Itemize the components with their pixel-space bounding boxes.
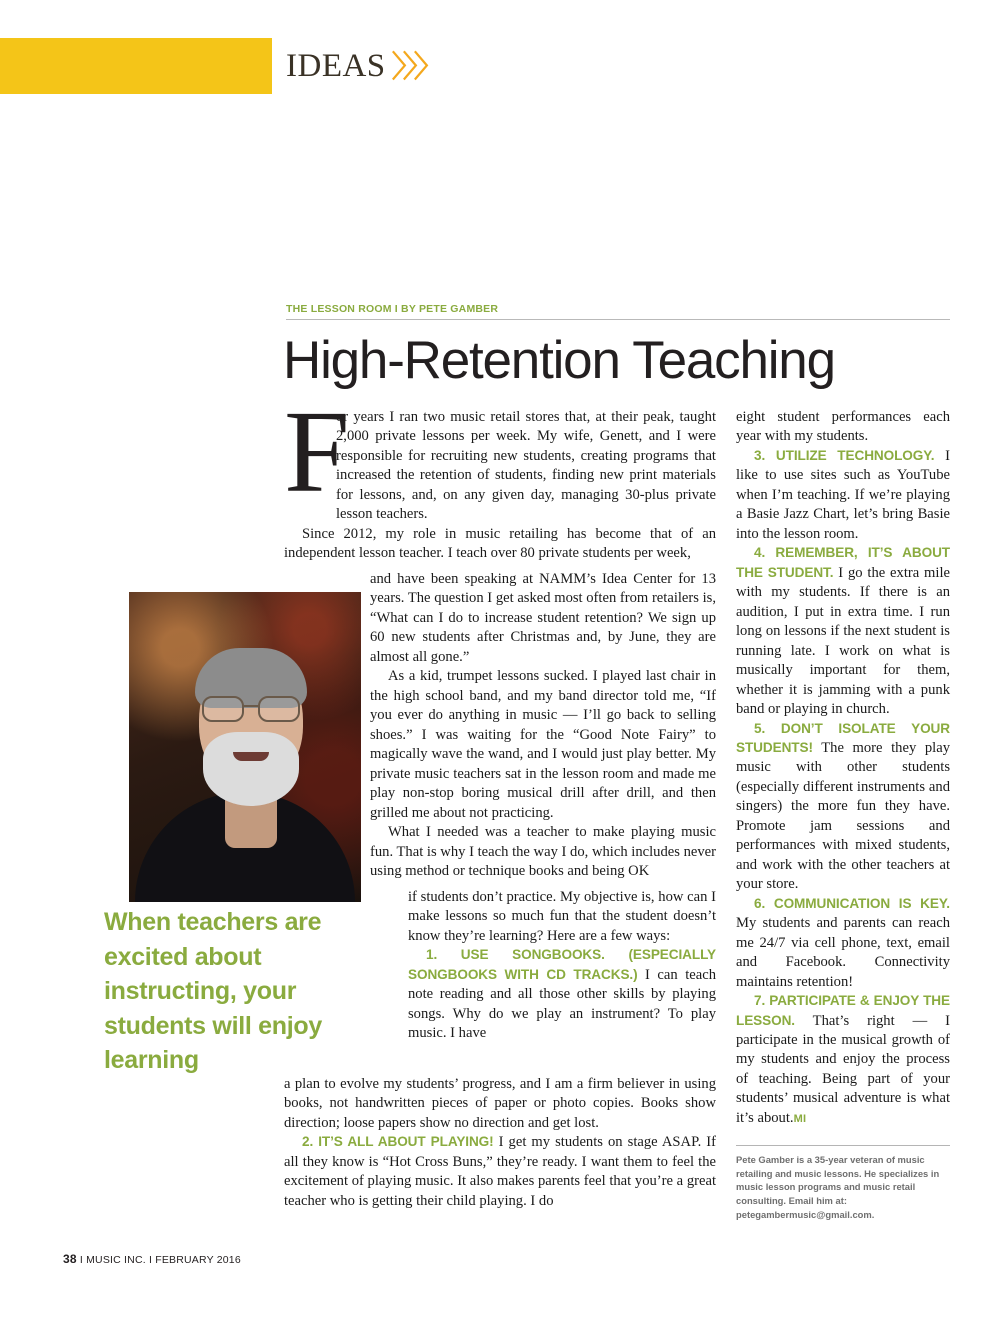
tip-6-lead: 6. COMMUNICATION IS KEY. bbox=[754, 895, 950, 911]
body-column-one-bottom bbox=[284, 1075, 716, 1211]
glasses-icon bbox=[201, 696, 301, 718]
column-two-continued: eight student performances each year with my students. bbox=[736, 409, 950, 445]
page-footer bbox=[63, 1252, 241, 1266]
author-bio: Pete Gamber is a 35-year veteran of music retailing and music lessons. He specializes in music lesson programs and music retail consulting. Email him at: petegambermusic@gmail.com. bbox=[736, 1154, 940, 1220]
bio-divider bbox=[736, 1145, 950, 1146]
tip-3-text: I like to use sites such as YouTube when I’m teaching. If we’re playing a Basie Jazz Chart, let’s bring Basie into the lesson room. bbox=[736, 447, 950, 542]
tip-1-text: I can teach note reading and all those other skills by playing songs. Why do we play an instrument? To play music. I have bbox=[408, 966, 716, 1042]
department-label: THE LESSON ROOM I bbox=[286, 303, 398, 315]
tip-7 bbox=[736, 992, 950, 1128]
publication-info: I MUSIC INC. I FEBRUARY 2016 bbox=[79, 1254, 241, 1266]
paragraph-5: What I needed was a teacher to make playing music fun. That is why I teach the way I do, which includes never using method or technique books and being OK bbox=[370, 824, 716, 880]
tip-7-text: That’s right — I participate in the musical growth of my students and enjoy the process of teaching. Being part of your students’ musical adventure is what it’s about. bbox=[736, 1012, 950, 1126]
tip-6-text: My students and parents can reach me 24/7 via cell phone, text, email and Facebook. Connectivity maintains retention! bbox=[736, 915, 950, 990]
author-portrait bbox=[129, 592, 361, 902]
glasses-right-lens bbox=[258, 696, 300, 722]
paragraph-4: As a kid, trumpet lessons sucked. I played last chair in the high school band, and my band director told me, “If you ever do anything in music — I’ll go back to selling shoes.” I was waiting for the “Good Note Fairy” to magically wave the wand, and I would just play better. My private music teachers sat in the lesson room and made me play non-stop boring musical drill after drill, and then grilled me about not practicing. bbox=[370, 668, 716, 821]
chevron-right-icon: 〉〉〉 bbox=[391, 50, 440, 84]
body-column-two bbox=[736, 408, 950, 1128]
tip-3 bbox=[736, 447, 950, 544]
tip-1-lead: 1. USE SONGBOOKS. (ESPECIALLY SONGBOOKS WITH CD TRACKS.) bbox=[408, 947, 716, 982]
tip-5-text: The more they play music with other students (especially different instruments and singers) the more fun they have. Promote jam sessions and performances with mixed students, and work with the other teachers at your store. bbox=[736, 739, 950, 893]
paragraph-2: Since 2012, my role in music retailing has become that of an independent lesson teacher. I teach over 80 private students per week, bbox=[284, 525, 716, 562]
tip-1 bbox=[408, 946, 716, 1043]
tip-5 bbox=[736, 720, 950, 895]
tip-2-lead: 2. IT’S ALL ABOUT PLAYING! bbox=[302, 1134, 494, 1150]
kicker-divider bbox=[286, 319, 950, 320]
tip-4 bbox=[736, 544, 950, 719]
page-title: High-Retention Teaching bbox=[283, 331, 835, 390]
article-kicker bbox=[286, 303, 498, 315]
tip-3-lead: 3. UTILIZE TECHNOLOGY. bbox=[754, 447, 935, 463]
tip-6 bbox=[736, 895, 950, 992]
glasses-left-lens bbox=[202, 696, 244, 722]
page-number: 38 bbox=[63, 1252, 77, 1266]
paragraph-6: if students don’t practice. My objective is, how can I make lessons so much fun that the student doesn’t know they’re learning? Here are a few ways: bbox=[408, 889, 716, 944]
section-label: IDEAS bbox=[286, 48, 386, 84]
paragraph-1: or years I ran two music retail stores that, at their peak, taught 2,000 private lessons per week. My wife, Genett, and I were responsible for recruiting new students, creating programs that increased the retention of students, finding new print materials for lessons, and, on any given day, managing 30-plus private lesson teachers. bbox=[336, 409, 716, 523]
byline: BY PETE GAMBER bbox=[401, 303, 499, 315]
glasses-bridge bbox=[242, 705, 260, 707]
end-mark: MI bbox=[793, 1112, 807, 1125]
tip-4-lead: 4. REMEMBER, IT’S ABOUT THE STUDENT. bbox=[736, 545, 950, 580]
body-column-one-narrow-two bbox=[408, 888, 716, 1044]
body-column-one-narrow bbox=[370, 570, 716, 882]
portrait-mouth bbox=[233, 752, 269, 761]
tip-4-text: I go the extra mile with my students. If there is an audition, I put in extra time. I run long on lessons if the next student is running late. I work on what is musically important for them, whether it is jamming with a punk band or playing in church. bbox=[736, 564, 950, 718]
tip-5-lead: 5. DON’T ISOLATE YOUR STUDENTS! bbox=[736, 720, 950, 755]
portrait-beard bbox=[203, 732, 299, 806]
paragraph-3: and have been speaking at NAMM’s Idea Center for 13 years. The question I get asked most often from retailers is, “What can I do to increase student retention? We sign up 60 new students after Christmas and, by June, they are almost all gone.” bbox=[370, 571, 716, 665]
drop-cap: F bbox=[284, 386, 350, 517]
tip-7-lead: 7. PARTICIPATE & ENJOY THE LESSON. bbox=[736, 993, 950, 1028]
tip-2 bbox=[284, 1133, 716, 1211]
body-column-one-top bbox=[284, 386, 716, 564]
section-header bbox=[286, 48, 440, 85]
tip-2-text: I get my students on stage ASAP. If all they know is “Hot Cross Buns,” they’re ready. I want them to feel the excitement of playing music. It also makes parents feel that you’re a great teacher who is getting their child playing. I do bbox=[284, 1134, 716, 1209]
pull-quote: When teachers are excited about instructing, your students will enjoy learning bbox=[104, 908, 322, 1074]
tip-1-continued: a plan to evolve my students’ progress, and I am a firm believer in using books, not handwritten pieces of paper or photo copies. Books show direction; loose papers show no direction and get lost. bbox=[284, 1076, 716, 1131]
